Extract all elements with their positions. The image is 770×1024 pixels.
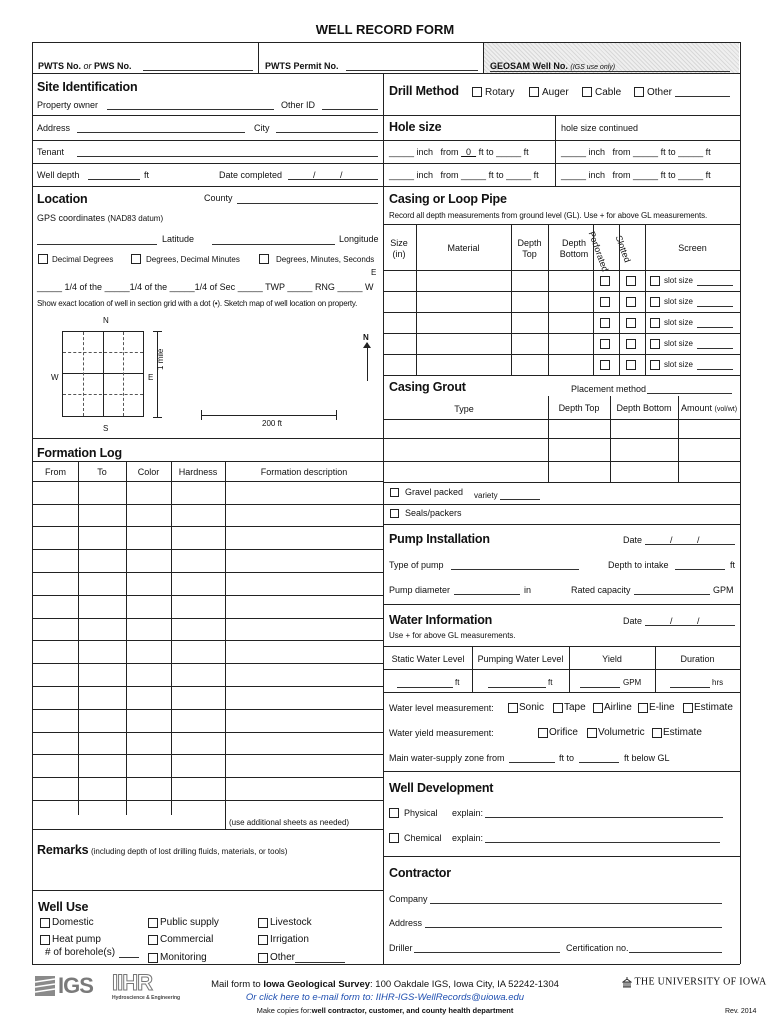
address-field[interactable] — [77, 132, 245, 133]
slot-size-label: slot size — [664, 339, 693, 348]
legal-description: _____ 1/4 of the _____1/4 of the _____1/4 of Sec _____ TWP _____ RNG _____ W — [37, 282, 374, 292]
copies-note: Make copies for:well contractor, customer, and county health department — [256, 1006, 514, 1015]
pump-heading: Pump Installation — [389, 532, 490, 546]
cable-checkbox[interactable] — [582, 87, 592, 97]
tenant-field[interactable] — [77, 156, 378, 157]
igs-logo: IGS — [34, 973, 102, 999]
screen-checkbox-row-5[interactable] — [650, 360, 660, 370]
livestock-checkbox[interactable] — [258, 918, 268, 928]
casing-note: Record all depth measurements from ground level (GL). Use + for above GL measurements. — [389, 211, 708, 220]
irrigation-checkbox[interactable] — [258, 935, 268, 945]
pwts-no-field[interactable] — [143, 70, 253, 71]
variety-field[interactable] — [500, 499, 540, 500]
tape-checkbox[interactable] — [553, 703, 563, 713]
section-grid[interactable] — [62, 331, 144, 417]
date-completed-field[interactable] — [288, 179, 378, 180]
other-use-checkbox[interactable] — [258, 953, 268, 963]
remarks-label: Remarks (including depth of lost drilling fluids, materials, or tools) — [37, 843, 288, 857]
slot-size-field[interactable] — [697, 369, 733, 370]
gps-label: GPS coordinates (NAD83 datum) — [37, 213, 164, 223]
longitude-field[interactable] — [212, 244, 335, 245]
water-date-field[interactable] — [645, 625, 735, 626]
domestic-checkbox[interactable] — [40, 918, 50, 928]
other-drill-checkbox[interactable] — [634, 87, 644, 97]
iihr-logo: IIHR Hydroscience & Engineering — [112, 970, 181, 1001]
one-mile-label: 1 mile — [156, 348, 165, 370]
well-use-heading: Well Use — [38, 900, 89, 914]
hole-size-row[interactable]: _____ inch from _____ ft to _____ ft — [561, 170, 711, 180]
slot-size-label: slot size — [664, 297, 693, 306]
drill-heading: Drill Method — [389, 84, 459, 98]
latitude-field[interactable] — [37, 244, 157, 245]
eline-checkbox[interactable] — [638, 703, 648, 713]
revision: Rev. 2014 — [725, 1008, 757, 1015]
site-heading: Site Identification — [37, 80, 138, 94]
slotted-checkbox-row-4[interactable] — [626, 339, 636, 349]
casing-heading: Casing or Loop Pipe — [389, 192, 507, 206]
hole-size-row[interactable]: _____ inch from 0 ft to _____ ft — [389, 147, 529, 157]
zone-to-field[interactable] — [579, 762, 619, 763]
additional-sheets-note: (use additional sheets as needed) — [229, 818, 350, 827]
yield-estimate-checkbox[interactable] — [652, 728, 662, 738]
certification-field[interactable] — [629, 952, 722, 953]
slot-size-field[interactable] — [697, 327, 733, 328]
hole-size-heading: Hole size — [389, 120, 442, 134]
auger-checkbox[interactable] — [529, 87, 539, 97]
contractor-address-field[interactable] — [425, 927, 722, 928]
property-owner-field[interactable] — [107, 109, 274, 110]
placement-method-field[interactable] — [647, 393, 732, 394]
slotted-checkbox-row-3[interactable] — [626, 318, 636, 328]
well-depth-field[interactable] — [88, 179, 140, 180]
seals-checkbox[interactable] — [390, 509, 399, 518]
screen-checkbox-row-4[interactable] — [650, 339, 660, 349]
other-id-label: Other ID — [281, 100, 316, 110]
driller-field[interactable] — [414, 952, 560, 953]
screen-checkbox-row-3[interactable] — [650, 318, 660, 328]
geosam-label: GEOSAM Well No. (IGS use only) — [490, 61, 616, 71]
formation-heading: Formation Log — [37, 446, 122, 460]
water-heading: Water Information — [389, 613, 493, 627]
property-owner-label: Property owner — [37, 100, 99, 110]
deg-min-sec-checkbox[interactable] — [259, 254, 269, 264]
slot-size-field[interactable] — [697, 306, 733, 307]
contractor-heading: Contractor — [389, 866, 451, 880]
email-link[interactable]: Or click here to e-mail form to: IIHR-IGS-WellRecords@uiowa.edu — [245, 992, 525, 1003]
city-field[interactable] — [276, 132, 378, 133]
level-estimate-checkbox[interactable] — [683, 703, 693, 713]
perforated-header: Perforated — [586, 230, 611, 273]
other-id-field[interactable] — [322, 109, 378, 110]
pump-diameter-field[interactable] — [454, 594, 520, 595]
slotted-checkbox-row-5[interactable] — [626, 360, 636, 370]
airline-checkbox[interactable] — [593, 703, 603, 713]
county-field[interactable] — [237, 203, 378, 204]
slotted-header: Slotted — [613, 234, 633, 264]
well-depth-label: Well depth — [37, 170, 80, 180]
physical-checkbox[interactable] — [389, 808, 399, 818]
tenant-label: Tenant — [37, 147, 65, 157]
company-field[interactable] — [430, 903, 722, 904]
screen-checkbox-row-1[interactable] — [650, 276, 660, 286]
pwts-permit-field[interactable] — [346, 70, 478, 71]
development-heading: Well Development — [389, 781, 494, 795]
gravel-packed-checkbox[interactable] — [390, 488, 399, 497]
city-label: City — [254, 123, 270, 133]
duration-field[interactable] — [670, 687, 710, 688]
perforated-checkbox-row-2[interactable] — [600, 297, 610, 307]
monitoring-checkbox[interactable] — [148, 953, 158, 963]
yield-field[interactable] — [580, 687, 620, 688]
chemical-checkbox[interactable] — [389, 833, 399, 843]
hole-size-row[interactable]: _____ inch from _____ ft to _____ ft — [389, 170, 539, 180]
decimal-degrees-checkbox[interactable] — [38, 254, 48, 264]
other-drill-field[interactable] — [675, 96, 730, 97]
slot-size-field[interactable] — [697, 285, 733, 286]
geosam-field[interactable] — [490, 71, 730, 72]
county-label: County — [204, 193, 233, 203]
public-supply-checkbox[interactable] — [148, 918, 158, 928]
capitol-icon — [622, 976, 632, 988]
grout-heading: Casing Grout — [389, 380, 466, 394]
rated-capacity-field[interactable] — [634, 594, 710, 595]
hole-size-row[interactable]: _____ inch from _____ ft to _____ ft — [561, 147, 711, 157]
slot-size-label: slot size — [664, 318, 693, 327]
pump-type-field[interactable] — [451, 569, 579, 570]
perforated-checkbox-row-3[interactable] — [600, 318, 610, 328]
deg-dec-min-checkbox[interactable] — [131, 254, 141, 264]
static-level-field[interactable] — [397, 687, 453, 688]
screen-checkbox-row-2[interactable] — [650, 297, 660, 307]
perforated-checkbox-row-1[interactable] — [600, 276, 610, 286]
rotary-checkbox[interactable] — [472, 87, 482, 97]
zone-from-field[interactable] — [509, 762, 555, 763]
slot-size-label: slot size — [664, 276, 693, 285]
heat-pump-checkbox[interactable] — [40, 935, 50, 945]
north-arrow — [367, 343, 368, 381]
address-label: Address — [37, 123, 71, 133]
orifice-checkbox[interactable] — [538, 728, 548, 738]
pwts-no-label: PWTS No. or PWS No. — [38, 61, 132, 71]
boreholes-field[interactable] — [119, 957, 139, 958]
show-exact-note: Show exact location of well in section grid with a dot (•). Sketch map of well location on property. — [37, 299, 358, 308]
scale-bar — [201, 415, 336, 416]
commercial-checkbox[interactable] — [148, 935, 158, 945]
physical-explain-field[interactable] — [485, 817, 723, 818]
perforated-checkbox-row-5[interactable] — [600, 360, 610, 370]
perforated-checkbox-row-4[interactable] — [600, 339, 610, 349]
slotted-checkbox-row-2[interactable] — [626, 297, 636, 307]
pump-date-field[interactable] — [645, 544, 735, 545]
mail-instructions: Mail form to Iowa Geological Survey: 100 Oakdale IGS, Iowa City, IA 52242-1304 — [211, 979, 559, 990]
pumping-level-field[interactable] — [488, 687, 546, 688]
sonic-checkbox[interactable] — [508, 703, 518, 713]
location-heading: Location — [37, 192, 88, 206]
chemical-explain-field[interactable] — [485, 842, 720, 843]
slot-size-field[interactable] — [697, 348, 733, 349]
intake-depth-field[interactable] — [675, 569, 725, 570]
other-use-field[interactable] — [295, 962, 345, 963]
date-completed-label: Date completed — [219, 170, 283, 180]
volumetric-checkbox[interactable] — [587, 728, 597, 738]
igs-logo-icon — [34, 974, 56, 998]
slot-size-label: slot size — [664, 360, 693, 369]
uiowa-logo: THE UNIVERSITY OF IOWA — [622, 976, 767, 988]
slotted-checkbox-row-1[interactable] — [626, 276, 636, 286]
form-title: WELL RECORD FORM — [315, 22, 455, 37]
pwts-permit-label: PWTS Permit No. — [265, 61, 339, 71]
